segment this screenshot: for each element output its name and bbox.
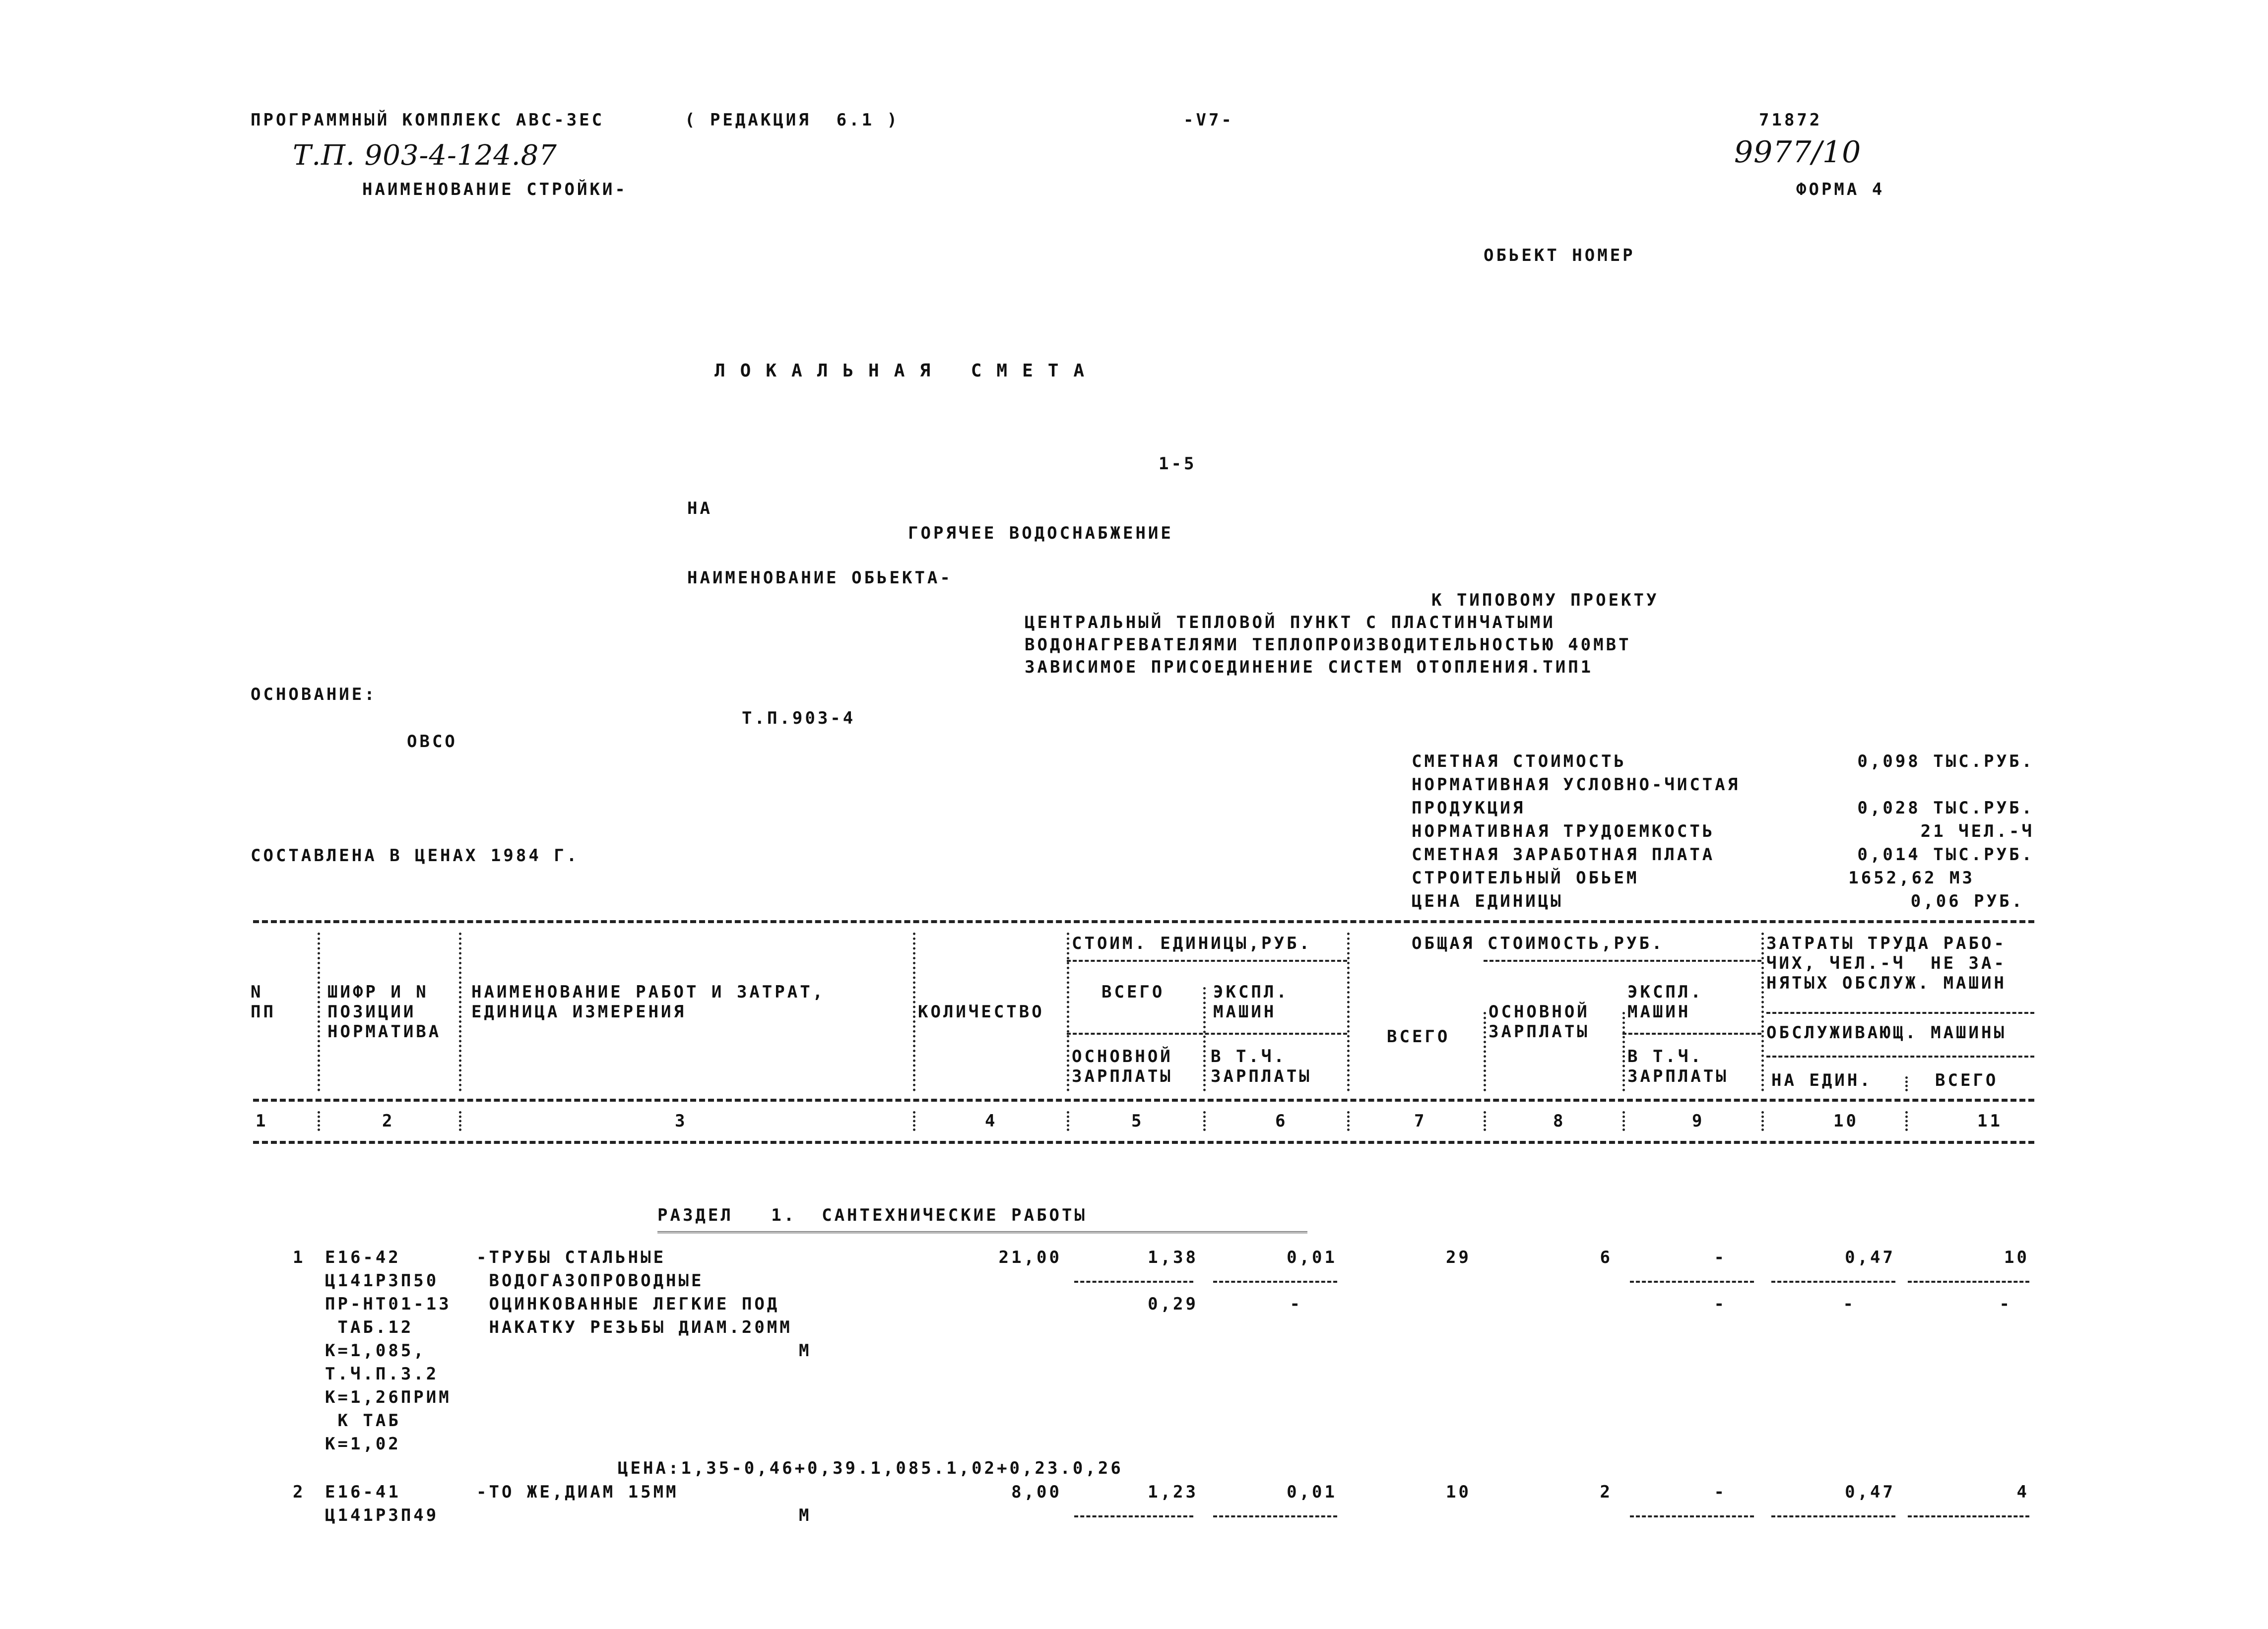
row-labor-service-total: -: [1999, 1294, 2012, 1314]
column-separator: [1484, 1111, 1486, 1131]
column-separator: [1905, 1111, 1908, 1131]
row-rule: [1771, 1281, 1895, 1283]
header-per-unit: НА ЕДИН.: [1771, 1070, 1873, 1090]
summary-label: СМЕТНАЯ ЗАРАБОТНАЯ ПЛАТА: [1412, 845, 1715, 865]
column-separator: [1761, 933, 1764, 1091]
column-separator: [1347, 1111, 1350, 1131]
row-unit-machines: 0,01: [1287, 1248, 1337, 1267]
summary-value: 0,028 ТЫС.РУБ.: [1857, 798, 2034, 818]
header-code: ШИФР И N ПОЗИЦИИ НОРМАТИВА: [327, 982, 442, 1042]
prices-year-label: СОСТАВЛЕНА В ЦЕНАХ 1984 Г.: [251, 846, 580, 866]
handwritten-project-code: Т.П. 903-4-124.87: [293, 139, 557, 172]
row-unit-total: 1,38: [1148, 1248, 1198, 1267]
column-separator: [459, 933, 461, 1091]
summary-value: 0,098 ТЫС.РУБ.: [1857, 752, 2034, 771]
row-price-formula: ЦЕНА:1,35-0,46+0,39.1,085.1,02+0,23.0,26: [618, 1458, 1123, 1478]
row-unit-wages: 0,29: [1148, 1294, 1198, 1314]
basis-label: ОСНОВАНИЕ:: [251, 685, 377, 704]
object-line: К ТИПОВОМУ ПРОЕКТУ: [1431, 590, 1659, 610]
column-separator: [318, 933, 320, 1091]
document-title: ЛОКАЛЬНАЯ СМЕТА: [714, 361, 1100, 381]
row-code-line: К ТАБ: [325, 1411, 401, 1431]
row-quantity: 8,00: [1011, 1482, 1062, 1502]
column-number: 11: [1977, 1111, 2003, 1131]
row-total: 29: [1446, 1248, 1471, 1267]
column-separator: [1347, 933, 1350, 1091]
column-number: 4: [985, 1111, 998, 1131]
header-rule: [1067, 960, 1347, 962]
column-separator: [1067, 933, 1069, 1091]
row-total-machines: -: [1714, 1248, 1727, 1267]
header-row-number: N ПП: [251, 982, 276, 1022]
row-name-line: ОЦИНКОВАННЫЕ ЛЕГКИЕ ПОД: [476, 1294, 780, 1314]
on-label: НА: [687, 499, 713, 518]
column-separator: [1622, 1111, 1625, 1131]
handwritten-sheet-number: 9977/10: [1734, 135, 1862, 170]
basis-value: Т.П.903-4: [742, 708, 856, 728]
column-number: 5: [1131, 1111, 1144, 1131]
column-number: 9: [1692, 1111, 1705, 1131]
row-code-line: Е16-41: [325, 1482, 401, 1502]
header-labor-service: ОБСЛУЖИВАЮЩ. МАШИНЫ: [1766, 1023, 2007, 1043]
row-unit-total: 1,23: [1148, 1482, 1198, 1502]
summary-label: СМЕТНАЯ СТОИМОСТЬ: [1412, 752, 1626, 771]
header-rule: [1622, 1033, 1761, 1035]
column-number: 6: [1275, 1111, 1288, 1131]
row-labor-total: 4: [2016, 1482, 2029, 1502]
header-total-cost: ОБЩАЯ СТОИМОСТЬ,РУБ.: [1412, 934, 1665, 953]
column-separator: [913, 1111, 915, 1131]
column-number: 10: [1833, 1111, 1859, 1131]
row-code-line: К=1,085,: [325, 1341, 426, 1361]
header-unit-machines: ЭКСПЛ. МАШИН: [1213, 982, 1289, 1022]
header-unit-cost: СТОИМ. ЕДИНИЦЫ,РУБ.: [1072, 934, 1312, 953]
header-rule: [1766, 1056, 2034, 1058]
construction-name-label: НАИМЕНОВАНИЕ СТРОЙКИ-: [362, 180, 628, 199]
row-total-machines: -: [1714, 1482, 1727, 1502]
column-number: 7: [1414, 1111, 1427, 1131]
row-name-line: ВОДОГАЗОПРОВОДНЫЕ: [476, 1271, 704, 1291]
row-rule: [1771, 1515, 1895, 1517]
column-number: 8: [1553, 1111, 1566, 1131]
row-rule: [1074, 1515, 1193, 1517]
column-separator: [318, 1111, 320, 1131]
row-labor-unit: 0,47: [1845, 1482, 1895, 1502]
column-separator: [1067, 1111, 1069, 1131]
row-name-line: -ТРУБЫ СТАЛЬНЫЕ: [476, 1248, 666, 1267]
object-line: ВОДОНАГРЕВАТЕЛЯМИ ТЕПЛОПРОИЗВОДИТЕЛЬНОСТЬЮ 40МВТ: [1025, 635, 1631, 655]
row-code-line: ТАБ.12: [325, 1317, 414, 1337]
row-unit-machines: 0,01: [1287, 1482, 1337, 1502]
document-number: 71872: [1759, 110, 1822, 130]
row-code-line: К=1,26ПРИМ: [325, 1387, 452, 1407]
basis-code: ОВСО: [407, 732, 457, 752]
column-number: 2: [382, 1111, 395, 1131]
table-top-rule: [253, 920, 2034, 923]
summary-value: 1652,62 М3: [1848, 868, 1975, 888]
header-unit-total: ВСЕГО: [1102, 982, 1165, 1002]
program-name: ПРОГРАММНЫЙ КОМПЛЕКС АВС-3ЕС: [251, 110, 605, 130]
row-unit-machine-wages: -: [1290, 1294, 1302, 1314]
column-separator: [1761, 1111, 1764, 1131]
column-separator: [1905, 1076, 1908, 1091]
header-rule: [1766, 1012, 2034, 1014]
header-rule: [1484, 960, 1761, 962]
summary-value: 21 ЧЕЛ.-Ч: [1920, 821, 2034, 841]
header-quantity: КОЛИЧЕСТВО: [918, 1002, 1044, 1022]
row-total-wages: 6: [1600, 1248, 1613, 1267]
column-separator: [459, 1111, 461, 1131]
header-rule: [1067, 1033, 1347, 1035]
form-label: ФОРМА 4: [1796, 180, 1885, 199]
row-name-line: -ТО ЖЕ,ДИАМ 15ММ: [476, 1482, 679, 1502]
summary-label: СТРОИТЕЛЬНЫЙ ОБЬЕМ: [1412, 868, 1639, 888]
header-total-machines: ЭКСПЛ. МАШИН: [1627, 982, 1703, 1022]
summary-label: НОРМАТИВНАЯ УСЛОВНО-ЧИСТАЯ: [1412, 775, 1741, 795]
row-code-line: Е16-42: [325, 1248, 401, 1267]
row-name-line: НАКАТКУ РЕЗЬБЫ ДИАМ.20ММ: [476, 1317, 792, 1337]
column-number: 1: [256, 1111, 268, 1131]
row-rule: [1213, 1515, 1337, 1517]
row-rule: [1630, 1281, 1754, 1283]
row-code-line: Т.Ч.П.3.2: [325, 1364, 439, 1384]
summary-label: НОРМАТИВНАЯ ТРУДОЕМКОСТЬ: [1412, 821, 1715, 841]
header-total-all: ВСЕГО: [1387, 1027, 1450, 1047]
column-separator: [913, 933, 915, 1091]
row-total: 10: [1446, 1482, 1471, 1502]
row-code-line: Ц141Р3П50: [325, 1271, 439, 1291]
row-rule: [1074, 1281, 1193, 1283]
row-code-line: Ц141Р3П49: [325, 1505, 439, 1525]
header-unit-wages: ОСНОВНОЙ ЗАРПЛАТЫ: [1072, 1047, 1173, 1086]
numbers-bottom-rule: [253, 1141, 2034, 1144]
object-line: ЗАВИСИМОЕ ПРИСОЕДИНЕНИЕ СИСТЕМ ОТОПЛЕНИЯ.ТИП1: [1025, 657, 1594, 677]
row-number: 2: [293, 1482, 306, 1502]
header-work-name: НАИМЕНОВАНИЕ РАБОТ И ЗАТРАТ, ЕДИНИЦА ИЗМЕРЕНИЯ: [471, 982, 826, 1022]
column-separator: [1484, 1012, 1486, 1091]
row-rule: [1213, 1281, 1337, 1283]
summary-value: 0,014 ТЫС.РУБ.: [1857, 845, 2034, 865]
row-rule: [1908, 1515, 2029, 1517]
estimate-number: 1-5: [1159, 454, 1197, 474]
object-number-label: ОБЬЕКТ НОМЕР: [1484, 246, 1635, 265]
edition-label: ( РЕДАКЦИЯ 6.1 ): [685, 110, 900, 130]
summary-label: ПРОДУКЦИЯ: [1412, 798, 1526, 818]
row-total-machine-wages: -: [1714, 1294, 1727, 1314]
column-separator: [1203, 1111, 1206, 1131]
header-labor-total: ВСЕГО: [1935, 1070, 1999, 1090]
header-labor: ЗАТРАТЫ ТРУДА РАБО- ЧИХ, ЧЕЛ.-Ч НЕ ЗА- НЯТЫХ ОБСЛУЖ. МАШИН: [1766, 934, 2007, 993]
row-labor-unit: 0,47: [1845, 1248, 1895, 1267]
column-separator: [1203, 987, 1206, 1091]
row-rule: [1630, 1515, 1754, 1517]
row-unit: М: [799, 1505, 812, 1525]
row-unit: М: [799, 1341, 812, 1361]
row-quantity: 21,00: [998, 1248, 1062, 1267]
header-unit-machine-wages: В Т.Ч. ЗАРПЛАТЫ: [1211, 1047, 1312, 1086]
row-code-line: ПР-НТ01-13: [325, 1294, 452, 1314]
summary-label: ЦЕНА ЕДИНИЦЫ: [1412, 891, 1563, 911]
work-name: ГОРЯЧЕЕ ВОДОСНАБЖЕНИЕ: [908, 523, 1173, 543]
row-code-line: К=1,02: [325, 1434, 401, 1454]
header-bottom-rule: [253, 1099, 2034, 1102]
row-labor-total: 10: [2004, 1248, 2029, 1267]
column-number: 3: [675, 1111, 688, 1131]
row-number: 1: [293, 1248, 306, 1267]
row-labor-service-unit: -: [1843, 1294, 1856, 1314]
page-mark: -V7-: [1183, 110, 1234, 130]
object-name-label: НАИМЕНОВАНИЕ ОБЬЕКТА-: [687, 568, 953, 588]
section-title: РАЗДЕЛ 1. САНТЕХНИЧЕСКИЕ РАБОТЫ: [657, 1205, 1087, 1225]
row-rule: [1908, 1281, 2029, 1283]
summary-value: 0,06 РУБ.: [1910, 891, 2024, 911]
object-line: ЦЕНТРАЛЬНЫЙ ТЕПЛОВОЙ ПУНКТ С ПЛАСТИНЧАТЫМИ: [1025, 613, 1555, 632]
row-total-wages: 2: [1600, 1482, 1613, 1502]
header-total-machine-wages: В Т.Ч. ЗАРПЛАТЫ: [1627, 1047, 1729, 1086]
column-separator: [1622, 1012, 1625, 1091]
section-underline: [657, 1231, 1307, 1233]
header-total-wages: ОСНОВНОЙ ЗАРПЛАТЫ: [1489, 1002, 1590, 1042]
